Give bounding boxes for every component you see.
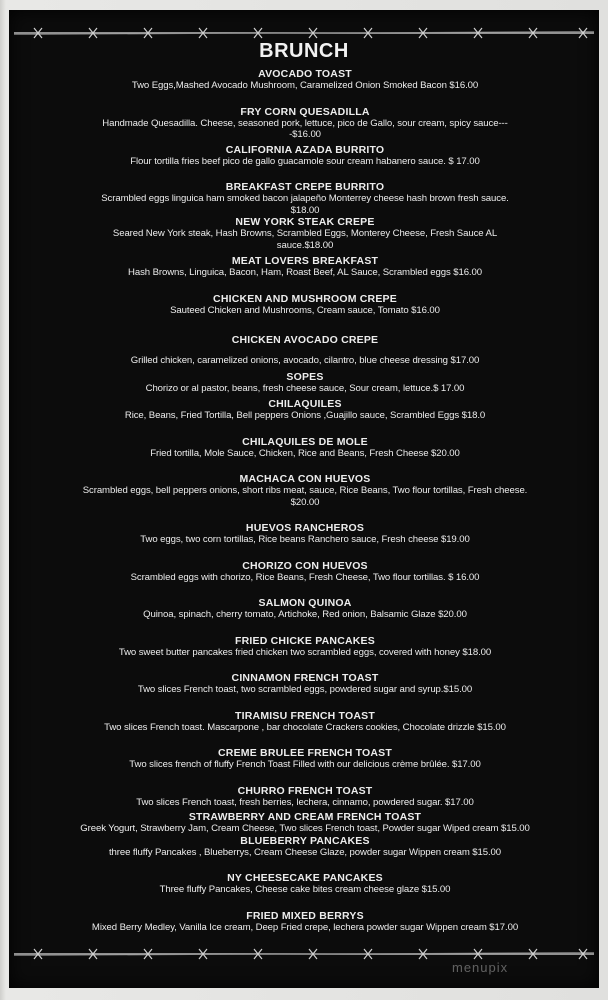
menu-item-description: Flour tortilla fries beef pico de gallo guacamole sour cream habanero sauce. $ 17.00 bbox=[130, 155, 480, 167]
menu-item-description: Scrambled eggs, bell peppers onions, short ribs meat, sauce, Rice Beans, Two flour tortillas, Fresh cheese. $20.00 bbox=[82, 485, 528, 508]
menu-item-name: CHICKEN AND MUSHROOM CREPE bbox=[213, 292, 397, 305]
menu-item-description: Scrambled eggs linguica ham smoked bacon jalapeño Monterrey cheese hash brown fresh sauce. $18.00 bbox=[101, 193, 509, 216]
menu-item bbox=[82, 473, 528, 508]
menu-item-description: Two Eggs,Mashed Avocado Mushroom, Caramelized Onion Smoked Bacon $16.00 bbox=[131, 80, 479, 91]
menu-item-name: CHURRO FRENCH TOAST bbox=[237, 784, 373, 797]
menu-item-name: BLUEBERRY PANCAKES bbox=[240, 834, 370, 847]
menu-item-description: Two slices French toast. Mascarpone , bar chocolate Crackers cookies, Chocolate drizzle $15.00 bbox=[104, 721, 506, 733]
menu-item-name: STRAWBERRY AND CREAM FRENCH TOAST bbox=[188, 811, 422, 823]
menu-item-description: Grilled chicken, caramelized onions, avocado, cilantro, blue cheese dressing $17.00 bbox=[130, 355, 480, 366]
menu-item bbox=[95, 181, 515, 216]
menu-item-name: FRIED CHICKE PANCAKES bbox=[235, 634, 375, 647]
menu-item-name: CINNAMON FRENCH TOAST bbox=[231, 672, 379, 684]
menu-item-description: Chorizo or al pastor, beans, fresh cheese sauce, Sour cream, lettuce.$ 17.00 bbox=[145, 382, 465, 394]
page-title: BRUNCH bbox=[259, 40, 349, 62]
watermark-text: menupix bbox=[452, 960, 509, 975]
menu-item bbox=[95, 710, 515, 734]
menu-item bbox=[95, 597, 515, 621]
menu-item-description: Two slices French toast, two scrambled eggs, powdered sugar and syrup.$15.00 bbox=[137, 684, 473, 695]
menu-item-description: Handmade Quesadilla. Cheese, seasoned pork, lettuce, pico de Gallo, sour cream, spicy sauce----$16.00 bbox=[102, 117, 508, 140]
menu-item-description: three fluffy Pancakes , Blueberrys, Cream Cheese Glaze, powder sugar Wippen cream $15.00 bbox=[108, 846, 502, 858]
menu-item-name: AVOCADO TOAST bbox=[258, 68, 352, 80]
menu-item-name: FRIED MIXED BERRYS bbox=[246, 909, 364, 922]
menu-item-name: CHICKEN AVOCADO CREPE bbox=[231, 334, 379, 346]
menu-item-name: HUEVOS RANCHEROS bbox=[245, 522, 365, 534]
menu-item-description: Quinoa, spinach, cherry tomato, Artichoke, Red onion, Balsamic Glaze $20.00 bbox=[143, 609, 467, 620]
menu-item-description: Two eggs, two corn tortillas, Rice beans Ranchero sauce, Fresh cheese $19.00 bbox=[140, 534, 470, 545]
menu-item-description: Mixed Berry Medley, Vanilla Ice cream, Deep Fried crepe, lechera powder sugar Wippen cream $17.00 bbox=[91, 921, 519, 933]
menu-item bbox=[95, 872, 515, 896]
menu-item-name: NY CHEESECAKE PANCAKES bbox=[227, 872, 383, 884]
barbed-wire-bottom-divider bbox=[14, 947, 594, 961]
menu-item bbox=[95, 835, 515, 859]
menu-item-name: SOPES bbox=[286, 370, 324, 383]
barbed-wire-top-divider bbox=[14, 26, 594, 40]
menu-item bbox=[95, 293, 515, 317]
menu-item-description: Hash Browns, Linguica, Bacon, Ham, Roast Beef, AL Sauce, Scrambled eggs $16.00 bbox=[128, 267, 482, 278]
menu-item-description: Rice, Beans, Fried Tortilla, Bell peppers Onions ,Guajillo sauce, Scrambled Eggs $18.0 bbox=[124, 410, 486, 421]
menu-item bbox=[95, 68, 515, 92]
menu-list bbox=[80, 68, 530, 933]
menu-item-description: Fried tortilla, Mole Sauce, Chicken, Rice and Beans, Fresh Cheese $20.00 bbox=[150, 447, 460, 459]
menu-item-description: Two slices French toast, fresh berries, lechera, cinnamo, powdered sugar. $17.00 bbox=[136, 796, 474, 808]
menu-item bbox=[91, 909, 519, 934]
menu-item-name: FRY CORN QUESADILLA bbox=[240, 105, 370, 118]
menu-item-description: Scrambled eggs with chorizo, Rice Beans, Fresh Cheese, Two flour tortillas. $ 16.00 bbox=[130, 571, 480, 583]
menu-item bbox=[95, 672, 515, 696]
menu-item bbox=[95, 436, 515, 460]
menu-item bbox=[80, 811, 530, 835]
menu-item-name: MEAT LOVERS BREAKFAST bbox=[231, 255, 379, 267]
menu-item-name: CHILAQUILES bbox=[268, 398, 342, 410]
menu-item bbox=[95, 398, 515, 422]
menu-item bbox=[95, 635, 515, 659]
menu-item-name: CHORIZO CON HUEVOS bbox=[242, 559, 368, 572]
menu-item-name: BREAKFAST CREPE BURRITO bbox=[225, 181, 385, 193]
menu-item bbox=[95, 255, 515, 279]
menu-item bbox=[95, 785, 515, 809]
menu-item-name: CREME BRULEE FRENCH TOAST bbox=[218, 747, 392, 759]
menu-item-description: Sauteed Chicken and Mushrooms, Cream sauce, Tomato $16.00 bbox=[170, 304, 440, 316]
menu-item-name: SALMON QUINOA bbox=[258, 597, 352, 609]
menu-item-description: Seared New York steak, Hash Browns, Scrambled Eggs, Monterey Cheese, Fresh Sauce AL sauce.$18.00 bbox=[112, 228, 498, 251]
menu-item bbox=[95, 371, 515, 395]
menu-item bbox=[95, 522, 515, 546]
menu-item bbox=[95, 106, 515, 141]
menu-item-name: MACHACA CON HUEVOS bbox=[239, 473, 371, 485]
menu-item bbox=[95, 216, 515, 251]
menu-item-name: TIRAMISU FRENCH TOAST bbox=[235, 709, 375, 722]
menu-item-name: NEW YORK STEAK CREPE bbox=[235, 216, 375, 228]
menu-item-name: CALIFORNIA AZADA BURRITO bbox=[225, 143, 385, 156]
menu-item-description: Two sweet butter pancakes fried chicken two scrambled eggs, covered with honey $18.00 bbox=[118, 646, 492, 658]
menu-item bbox=[95, 747, 515, 771]
menu-item bbox=[95, 144, 515, 168]
menu-item-description: Three fluffy Pancakes, Cheese cake bites cream cheese glaze $15.00 bbox=[159, 884, 451, 895]
menu-item-description: Two slices french of fluffy French Toast Filled with our delicious crème brûlée. $17.00 bbox=[129, 759, 481, 770]
menu-item bbox=[95, 334, 515, 367]
menu-item-name: CHILAQUILES DE MOLE bbox=[242, 435, 368, 448]
menu-item-description: Greek Yogurt, Strawberry Jam, Cream Cheese, Two slices French toast, Powder sugar Wiped cream $15.00 bbox=[80, 823, 530, 834]
menu-item bbox=[95, 560, 515, 584]
